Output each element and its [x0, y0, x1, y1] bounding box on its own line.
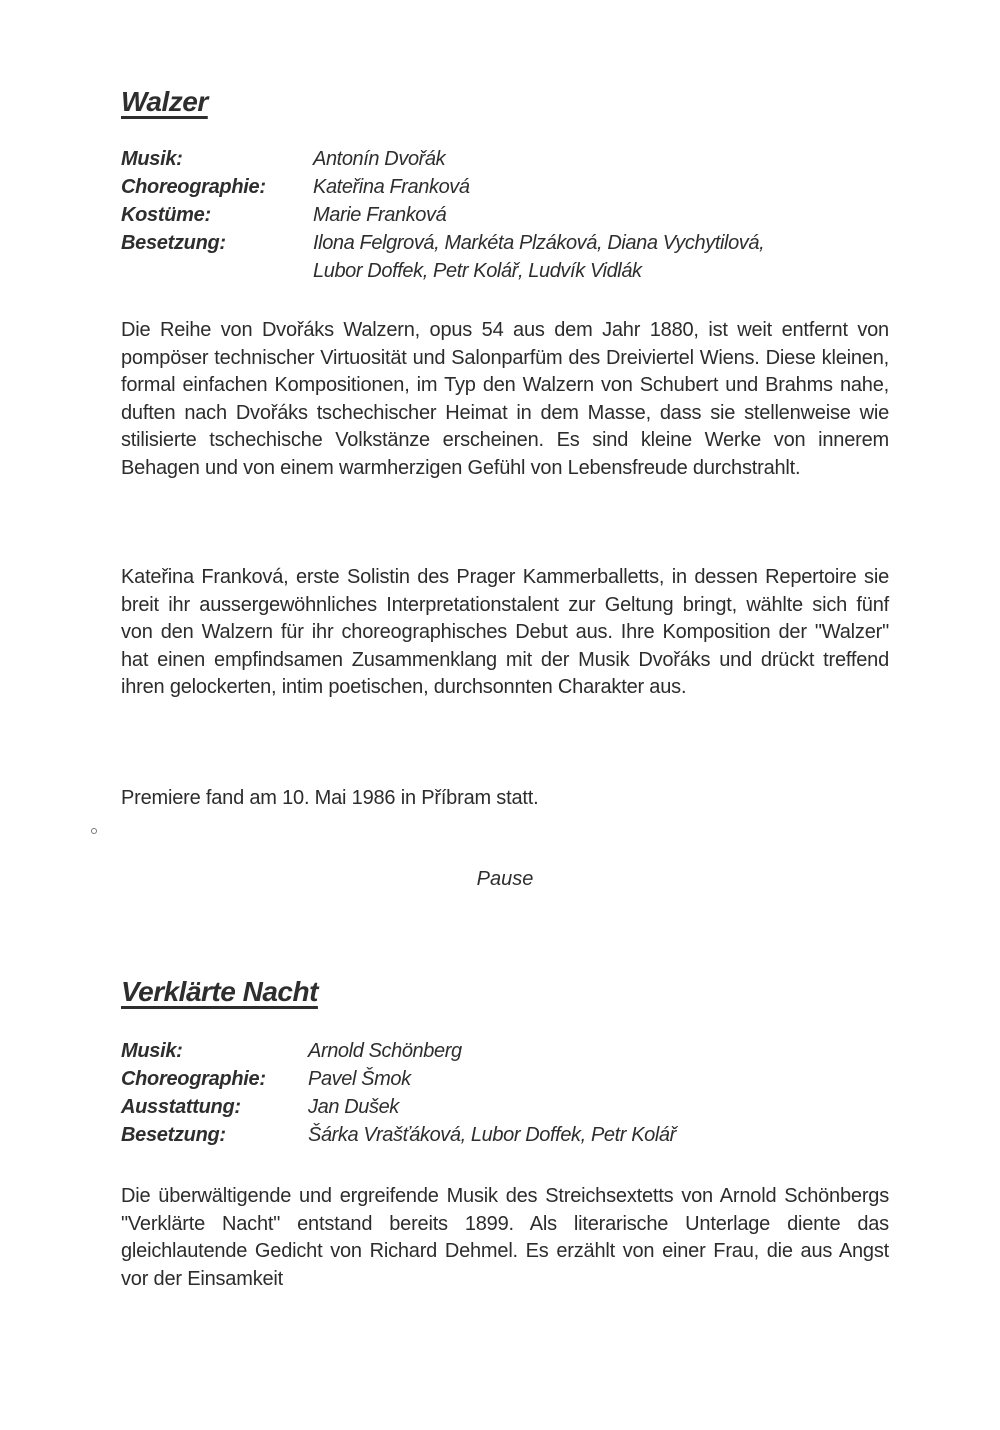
credit-value-line: Marie Franková	[313, 204, 447, 226]
credit-label: Choreographie:	[121, 1068, 266, 1090]
credit-label: Kostüme:	[121, 204, 211, 226]
credit-value-line: Ilona Felgrová, Markéta Plzáková, Diana Vychytilová,	[313, 232, 765, 254]
paragraph-walzer-1: Die Reihe von Dvořáks Walzern, opus 54 aus dem Jahr 1880, ist weit entfernt von pompöser technischer Virtuosität und Salonparfüm des Dreiviertel Wiens. Diese kleinen, formal einfachen Kompositionen, im Typ den Walzern von Schubert und Brahms nahe, duften nach Dvořáks tschechischer Heimat in dem Masse, dass sie stellenweise wie stilisierte tschechische Volkstänze erscheinen. Es sind kleine Werke von innerem Behagen und von einem warmherzigen Gefühl von Lebensfreude durchstrahlt.	[121, 319, 889, 479]
section-title-verklaerte-nacht: Verklärte Nacht	[121, 976, 318, 1007]
credit-label: Musik:	[121, 148, 183, 170]
credit-row-set-design	[121, 1096, 901, 1124]
credit-row-music	[121, 148, 901, 176]
credit-row-choreography	[121, 176, 901, 204]
paragraph-premiere: Premiere fand am 10. Mai 1986 in Příbram statt.	[121, 787, 539, 809]
credit-row-music	[121, 1040, 901, 1068]
credit-value	[313, 232, 764, 288]
credit-value	[308, 1096, 399, 1124]
credit-value-line: Arnold Schönberg	[308, 1040, 462, 1062]
credit-value	[313, 176, 470, 204]
credit-label: Musik:	[121, 1040, 183, 1062]
credit-value	[308, 1124, 676, 1152]
credit-value	[308, 1068, 411, 1096]
paragraph-verklaerte-nacht-1: Die überwältigende und ergreifende Musik des Streichsextetts von Arnold Schönbergs "Verklärte Nacht" entstand bereits 1899. Als literarische Unterlage diente das gleichlautende Gedicht von Richard Dehmel. Es erzählt von einer Frau, die aus Angst vor der Einsamkeit	[121, 1185, 889, 1290]
credit-value-line: Kateřina Franková	[313, 176, 470, 198]
credit-label: Ausstattung:	[121, 1096, 241, 1118]
credit-row-cast	[121, 232, 901, 288]
stray-mark	[91, 828, 97, 834]
paragraph-walzer-2: Kateřina Franková, erste Solistin des Prager Kammerballetts, in dessen Repertoire sie breit ihr aussergewöhnliches Interpretationstalent zur Geltung bringt, wählte sich fünf von den Walzern für ihr choreographisches Debut aus. Ihre Komposition der "Walzer" hat einen empfindsamen Zusammenklang mit der Musik Dvořáks und drückt treffend ihren gelockerten, intim poetischen, durchsonnten Charakter aus.	[121, 566, 889, 698]
credit-value-line: Lubor Doffek, Petr Kolář, Ludvík Vidlák	[313, 260, 642, 282]
credit-row-choreography	[121, 1068, 901, 1096]
credit-row-cast	[121, 1124, 901, 1152]
credit-value	[313, 148, 445, 176]
section-title-walzer: Walzer	[121, 86, 208, 117]
credit-value-line: Antonín Dvořák	[313, 148, 446, 170]
credit-row-costumes	[121, 204, 901, 232]
credits-walzer	[121, 148, 901, 288]
credits-verklaerte-nacht	[121, 1040, 901, 1152]
credit-label: Choreographie:	[121, 176, 266, 198]
credit-value	[308, 1040, 462, 1068]
credit-label: Besetzung:	[121, 232, 226, 254]
credit-value-line: Jan Dušek	[308, 1096, 399, 1118]
credit-value-line: Šárka Vrašťáková, Lubor Doffek, Petr Kolář	[308, 1124, 676, 1146]
credit-value-line: Pavel Šmok	[308, 1068, 411, 1090]
credit-label: Besetzung:	[121, 1124, 226, 1146]
intermission-label: Pause	[476, 868, 534, 890]
credit-value	[313, 204, 446, 232]
